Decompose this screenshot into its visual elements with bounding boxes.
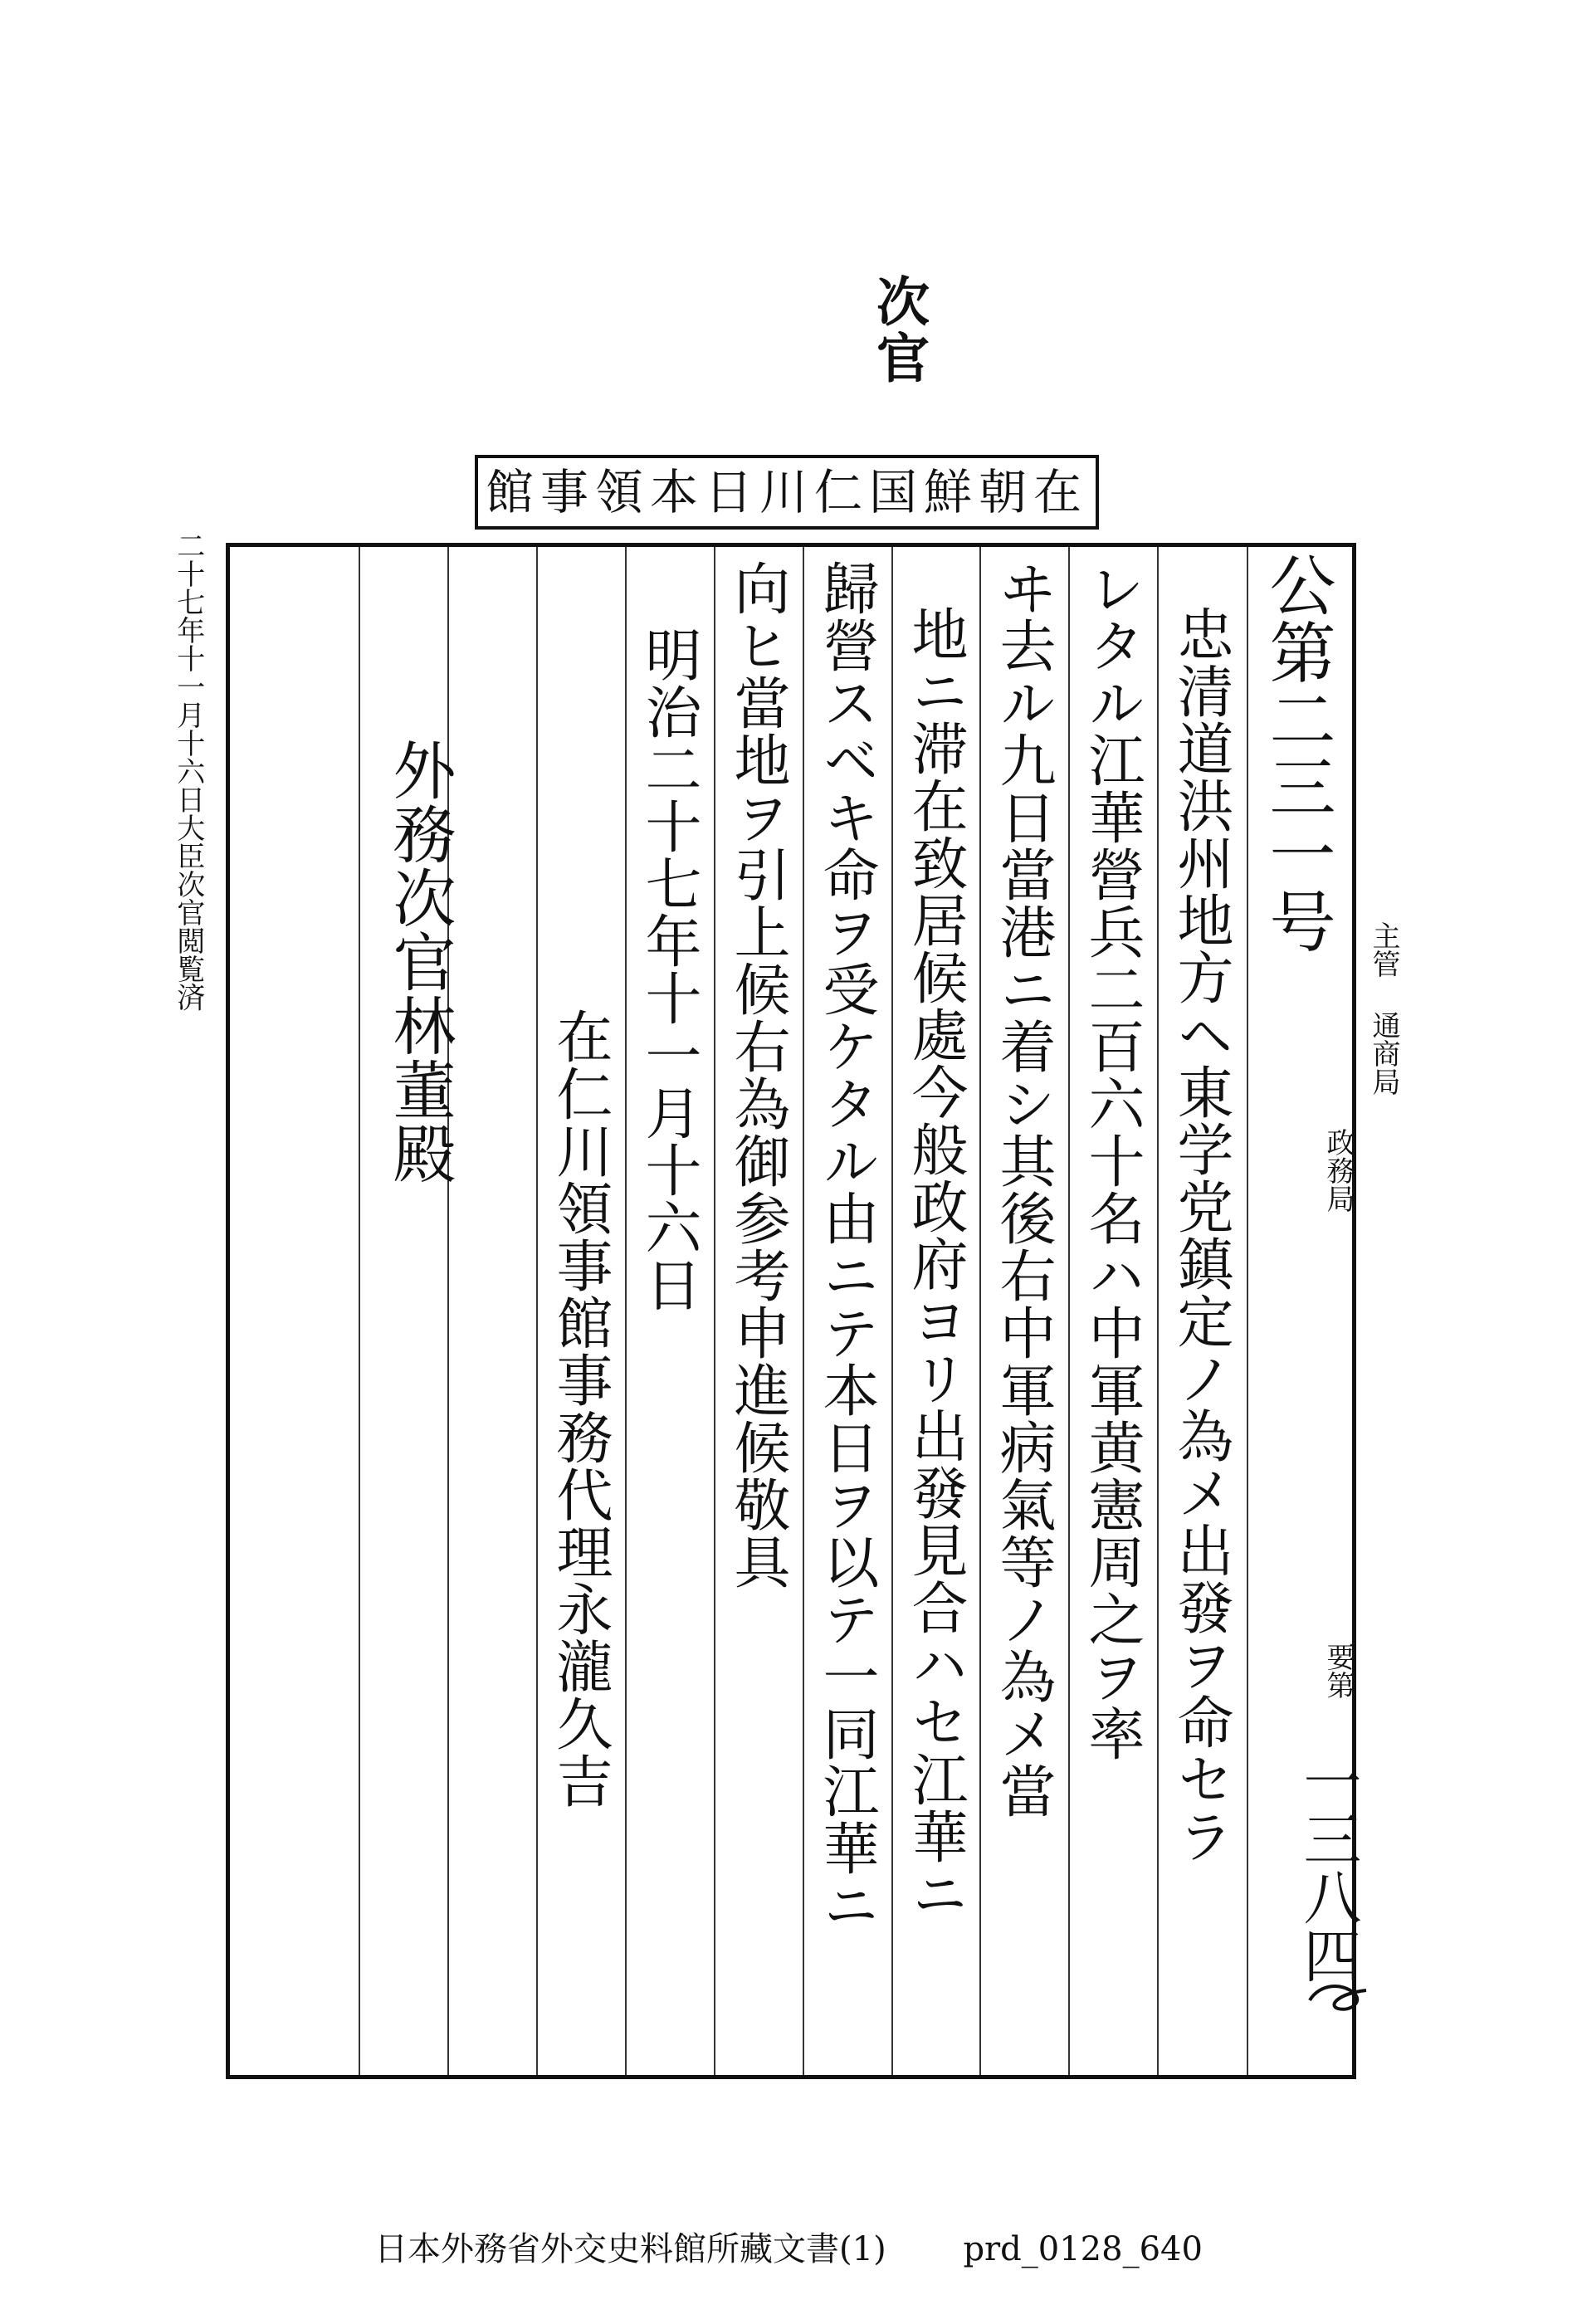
document-frame xyxy=(226,543,1362,2079)
letterhead-box xyxy=(475,455,1099,530)
letterhead-text: 在朝鮮国仁川日本領事館 xyxy=(485,464,1088,520)
column-rule xyxy=(714,547,715,2075)
column-rule xyxy=(536,547,538,2075)
column-rule xyxy=(803,547,804,2075)
archive-source: 日本外務省外交史料館所藏文書(1) xyxy=(374,2230,886,2268)
body-line: ヰ去ル九日當港ニ着シ其後右中軍病氣等ノ為メ當 xyxy=(990,559,1056,1819)
column-rule xyxy=(979,547,981,2075)
column-rule xyxy=(1068,547,1070,2075)
archive-caption xyxy=(0,2230,1577,2268)
document-number: 公第二三一号 xyxy=(1258,551,1335,954)
juyo-mark: 要第 xyxy=(1321,1643,1355,1699)
body-line: 歸營スベキ命ヲ受ケタル由ニテ本日ヲ以テ一同江華ニ xyxy=(813,559,879,1934)
body-line: 地ニ滞在致居候處今般政府ヨリ出發見合ハセ江華ニ xyxy=(902,605,968,1922)
outside-left-annotation: 二十七年十一月十六日大臣次官閲覧済 xyxy=(171,531,205,1011)
column-rule xyxy=(625,547,627,2075)
body-line: 忠清道洪州地方ヘ東学党鎮定ノ為メ出發ヲ命セラ xyxy=(1168,605,1233,1865)
margin-note-right: 主管 通商局 xyxy=(1367,921,1400,1096)
recipient-address: 外務次官林董殿 xyxy=(383,738,456,1185)
column-rule xyxy=(1247,547,1248,2075)
body-line: 向ヒ當地ヲ引上候右為御参考申進候敬具 xyxy=(725,559,790,1590)
body-line: レタル江華營兵二百六十名ハ中軍黄憲周之ヲ率 xyxy=(1079,559,1145,1762)
document-date: 明治二十七年十一月十六日 xyxy=(636,626,701,1313)
column-rule xyxy=(891,547,893,2075)
seimukyoku-stamp: 政務局 xyxy=(1321,1128,1355,1213)
stamp-top-vice-minister: 次官 xyxy=(867,274,930,387)
ink-flourish xyxy=(1305,1975,1371,2017)
sender-signature: 在仁川領事館事務代理永瀧久吉 xyxy=(547,1008,613,1809)
page-number: 一三八四 xyxy=(1294,1751,1362,1984)
column-rule xyxy=(359,547,360,2075)
column-rule xyxy=(1157,547,1159,2075)
archive-id: prd_0128_640 xyxy=(963,2230,1203,2268)
